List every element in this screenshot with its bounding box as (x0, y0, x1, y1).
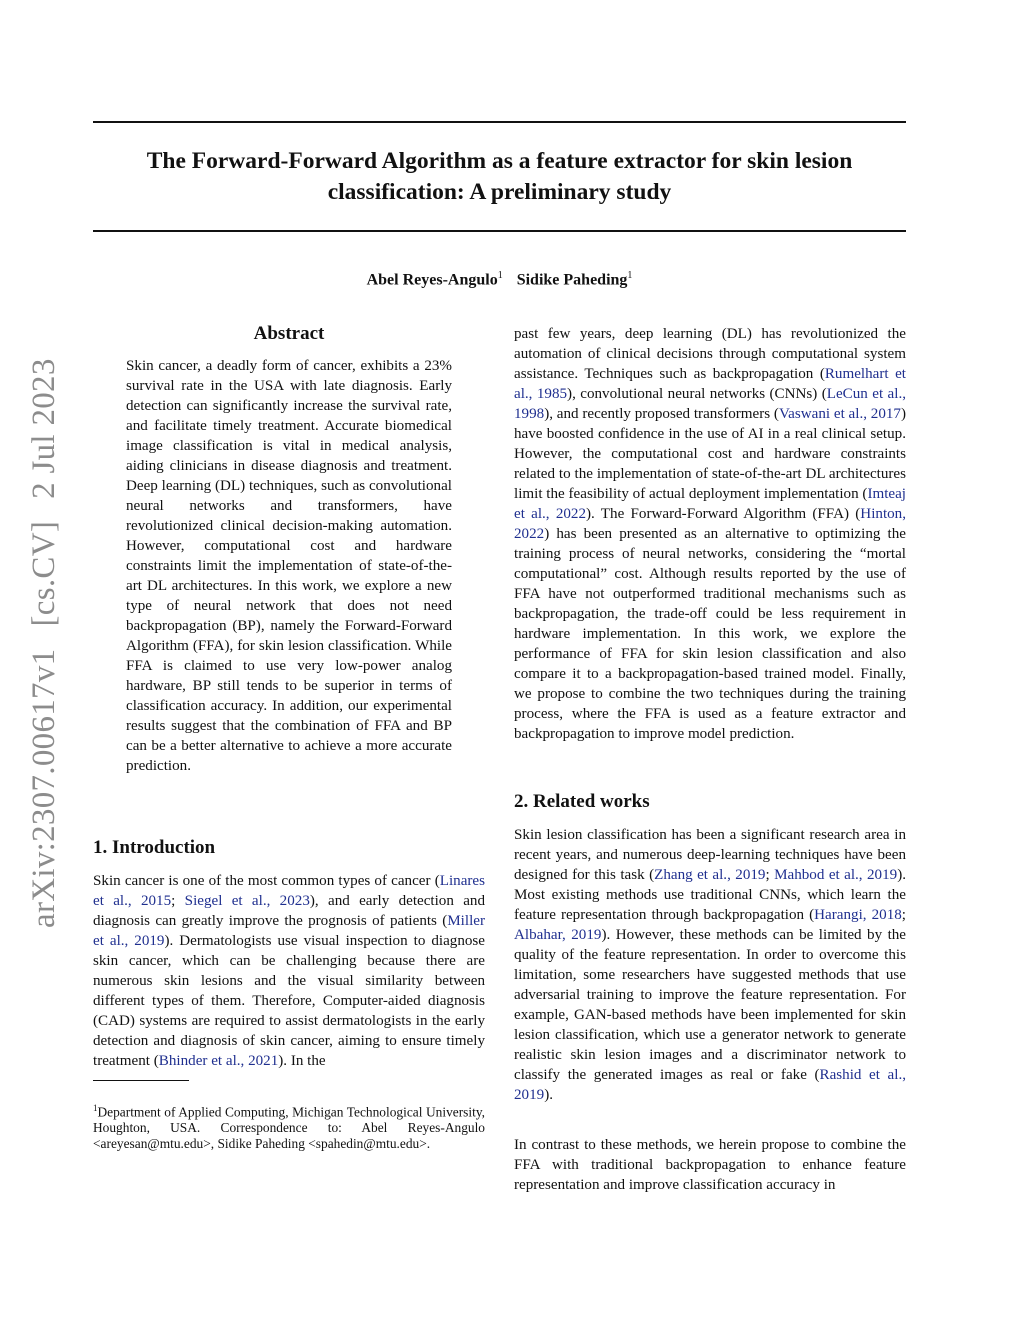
citation-link[interactable]: LeCun et al., 1998 (514, 386, 906, 422)
footnote-mark: 1 (93, 1103, 98, 1113)
author-list (93, 265, 906, 291)
related-works-paragraph-2: In contrast to these methods, we herein propose to combine the FFA with traditional backpropagation to enhance feature representation and improve classification accuracy in (514, 1137, 906, 1193)
citation-link[interactable]: Hinton, 2022 (514, 506, 906, 542)
citation-link[interactable]: Albahar, 2019 (514, 927, 602, 943)
author-name: Sidike Paheding (516, 271, 628, 289)
body-text: past few years, deep learning (DL) has revolutionized the automation of clinical decisions through computational system assistance. Techniques such as backpropagation ( (514, 326, 906, 382)
affiliation-mark: 1 (497, 270, 503, 281)
affiliation-mark: 1 (627, 270, 633, 281)
citation-link[interactable]: Imteaj et al., 2022 (514, 486, 906, 522)
citation-link[interactable]: Miller et al., 2019 (93, 913, 485, 949)
introduction-paragraph (93, 871, 485, 1071)
arxiv-date: 2 Jul 2023 (26, 358, 62, 499)
body-text: ), and recently proposed transformers ( (544, 406, 779, 422)
abstract-heading: Abstract (253, 323, 325, 344)
body-text: ). Dermatologists use visual inspection to diagnose skin cancer, which can be challenging because there are numerous skin lesions and the visual similarity between different types of them. Therefore, Computer-aided diagnosis (CAD) systems are required to assist dermatologists in the early detection and diagnosis of skin cancer, aiming to ensure timely treatment ( (93, 933, 485, 1069)
arxiv-stamp (26, 358, 62, 928)
body-text: ). (544, 1087, 553, 1103)
citation-link[interactable]: Vaswani et al., 2017 (778, 406, 901, 422)
title-top-rule (93, 121, 906, 123)
title-bottom-rule (93, 230, 906, 232)
body-text: ). Most existing methods use traditional CNNs, which learn the feature representation through backpropagation ( (514, 867, 907, 923)
body-text: ; (171, 893, 185, 909)
citation-link[interactable]: Mahbod et al., 2019 (774, 867, 898, 883)
body-text: ), convolutional neural networks (CNNs) ( (567, 386, 827, 402)
body-text: ). However, these methods can be limited by the quality of the feature representation. In order to overcome this limitation, some researchers have suggested methods that use adversarial training to improve the feature representation. For example, GAN-based methods have been implemented for skin lesion classification, which use a generator network to generate realistic skin lesion images and a discriminator network to classify the generated images as real or fake ( (514, 927, 907, 1083)
body-text: ) have boosted confidence in the use of AI in a real clinical setup. However, the computational cost and hardware constraints related to the implementation of state-of-the-art DL architectures limit the feasibility of actual deployment implementation ( (514, 406, 906, 502)
body-text: ) has been presented as an alternative to optimizing the training process of neural networks, considering the “mortal computational” cost. Although results reported by the use of FFA have not outperformed traditional mechanisms such as backpropagation, the trade-off could be less requirement in hardware implementation. In this work, we explore the performance of FFA for skin lesion classification and also compare it to a backpropagation-based trained model. Finally, we propose to combine the two techniques during the training process, where the FFA is used as a feature extractor and backpropagation to improve model prediction. (514, 526, 906, 742)
citation-link[interactable]: Rashid et al., 2019 (514, 1067, 906, 1103)
citation-link[interactable]: Bhinder et al., 2021 (158, 1053, 279, 1069)
body-text: Skin cancer is one of the most common types of cancer ( (93, 873, 440, 889)
related-works-paragraph (514, 825, 906, 1105)
introduction-heading: 1. Introduction (93, 837, 216, 858)
body-text: ; (765, 867, 775, 883)
body-text: Skin lesion classification has been a significant research area in recent years, and numerous deep-learning techniques have been designed for this task ( (514, 827, 906, 883)
footnote-text: Department of Applied Computing, Michigan Technological University, Houghton, USA. Correspondence to: Abel Reyes-Angulo <areyesan@mtu.edu>, Sidike Paheding <spahedin@mtu.edu>. (93, 1104, 485, 1152)
body-text: ). In the (278, 1053, 326, 1069)
body-text: ). The Forward-Forward Algorithm (FFA) ( (586, 506, 861, 522)
related-works-heading: 2. Related works (514, 791, 650, 812)
introduction-paragraph-continued (514, 324, 906, 744)
paper-title: The Forward-Forward Algorithm as a feature extractor for skin lesion classification: A preliminary study (146, 148, 853, 205)
footnote-rule (93, 1080, 189, 1081)
citation-link[interactable]: Rumelhart et al., 1985 (514, 366, 906, 402)
author-name: Abel Reyes-Angulo (366, 271, 498, 289)
body-text: ; (901, 907, 906, 923)
citation-link[interactable]: Zhang et al., 2019 (654, 867, 766, 883)
citation-link[interactable]: Harangi, 2018 (814, 907, 902, 923)
arxiv-id: arXiv:2307.00617v1 (26, 648, 62, 928)
citation-link[interactable]: Siegel et al., 2023 (184, 893, 310, 909)
citation-link[interactable]: Linares et al., 2015 (93, 873, 485, 909)
abstract-text: Skin cancer, a deadly form of cancer, exhibits a 23% survival rate in the USA with late diagnosis. Early detection can significantly increase the survival rate, and facilitate timely treatment. Accurate biomedical image classification is vital in medical analysis, aiding clinicians in disease diagnosis and treatment. Deep learning (DL) techniques, such as convolutional neural networks and transformers, have revolutionized clinical decision-making automation. However, computational cost and hardware constraints limit the implementation of state-of-the-art DL architectures. In this work, we explore a new type of neural network that does not need backpropagation (BP), namely the Forward-Forward Algorithm (FFA), for skin lesion classification. While FFA is claimed to use very low-power analog hardware, BP still tends to be superior in terms of classification accuracy. In addition, our experimental results suggest that the combination of FFA and BP can be a better alternative to achieve a more accurate prediction. (126, 358, 452, 774)
footnote (93, 1100, 485, 1152)
body-text: ), and early detection and diagnosis can greatly improve the prognosis of patients ( (93, 893, 486, 929)
arxiv-category: [cs.CV] (26, 520, 62, 627)
